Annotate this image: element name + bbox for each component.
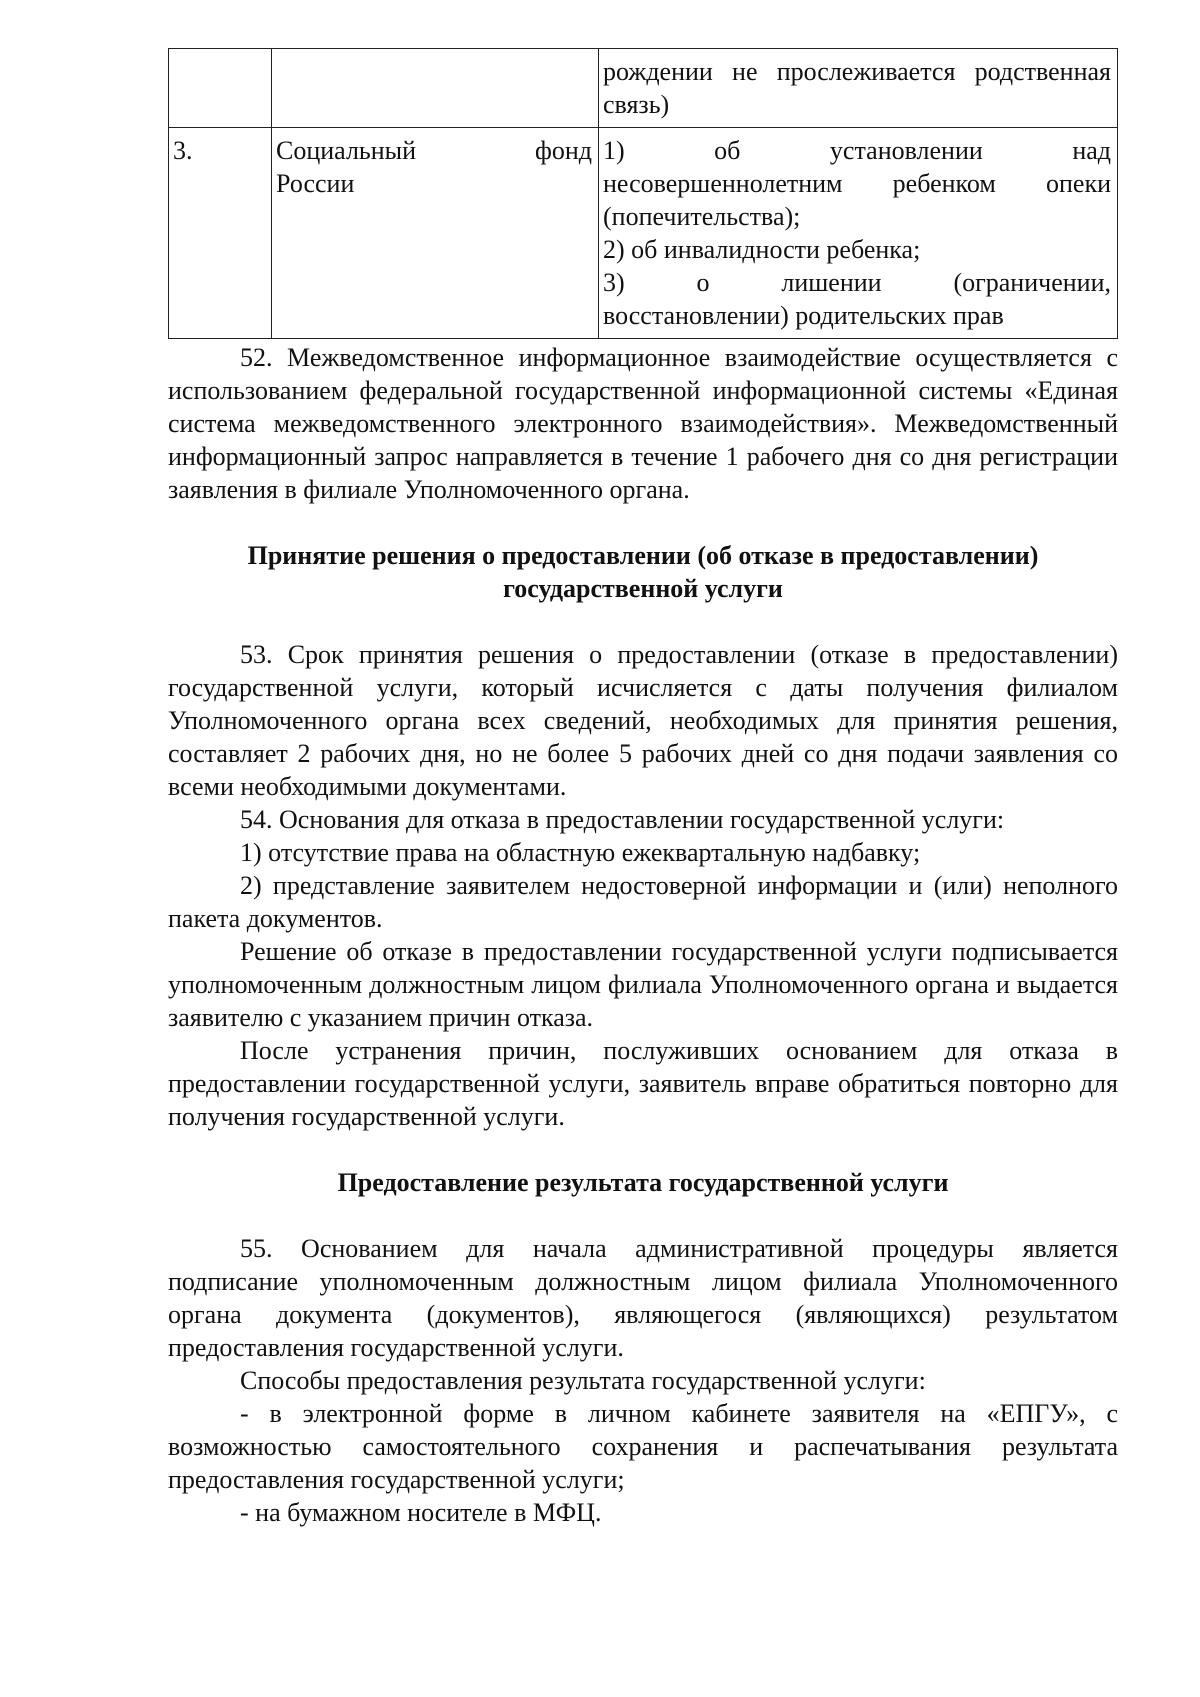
- paragraph-54-item-2: 2) представление заявителем недостоверной информации и (или) неполного пакета документов.: [168, 871, 1118, 933]
- table-cell-number: 3.: [169, 128, 272, 339]
- table-cell-line: несовершеннолетним ребенком опеки: [603, 169, 1111, 198]
- section-heading-decision: [168, 539, 1118, 605]
- table-cell-number: [169, 49, 272, 128]
- section-heading-line: государственной услуги: [503, 574, 783, 603]
- section-heading-line: Принятие решения о предоставлении (об отказе в предоставлении): [247, 541, 1039, 570]
- document-page: [168, 48, 1118, 1529]
- table-cell-line: рождении не прослеживается родственная: [603, 57, 1111, 86]
- paragraph-55-ways: Способы предоставления результата государственной услуги:: [240, 1366, 926, 1395]
- table-cell-line: связь): [603, 90, 670, 119]
- table-row: [169, 49, 1118, 128]
- table-cell-line: 1) об установлении над: [603, 136, 1111, 165]
- paragraph-55-way-electronic: - в электронной форме в личном кабинете заявителя на «ЕПГУ», с возможностью самостоятельного сохранения и распечатывания результата предоставления государственной услуги;: [168, 1399, 1118, 1494]
- table-cell-information: [599, 49, 1118, 128]
- section-heading-result: Предоставление результата государственной услуги: [337, 1168, 949, 1197]
- paragraph-53: 53. Срок принятия решения о предоставлении (отказе в предоставлении) государственной услуги, который исчисляется с даты получения филиалом Уполномоченного органа всех сведений, необходимых для принятия решения, составляет 2 рабочих дня, но не более 5 рабочих дней со дня подачи заявления со всеми необходимыми документами.: [168, 640, 1118, 801]
- table-cell-line: восстановлении) родительских прав: [603, 301, 1004, 330]
- agency-table: [168, 48, 1118, 339]
- paragraph-54-item-1: 1) отсутствие права на областную ежеквартальную надбавку;: [240, 838, 921, 867]
- paragraph-55: 55. Основанием для начала административной процедуры является подписание уполномоченным должностным лицом филиала Уполномоченного органа документа (документов), являющегося (являющихся) результатом предоставления государственной услуги.: [168, 1234, 1118, 1362]
- table-cell-line: Социальный фонд: [276, 136, 592, 165]
- table-cell-organization: [272, 49, 599, 128]
- table-cell-line: (попечительства);: [603, 202, 801, 231]
- table-cell-line: 2) об инвалидности ребенка;: [603, 235, 921, 264]
- paragraph-54: 54. Основания для отказа в предоставлении государственной услуги:: [240, 805, 1005, 834]
- table-cell-line: 3) о лишении (ограничении,: [603, 268, 1111, 297]
- paragraph-after-elimination: После устранения причин, послуживших основанием для отказа в предоставлении государственной услуги, заявитель вправе обратиться повторно для получения государственной услуги.: [168, 1036, 1118, 1131]
- paragraph-55-way-paper: - на бумажном носителе в МФЦ.: [240, 1498, 602, 1527]
- table-cell-information: [599, 128, 1118, 339]
- table-row: [169, 128, 1118, 339]
- table-cell-line: России: [276, 169, 355, 198]
- paragraph-refusal-decision: Решение об отказе в предоставлении государственной услуги подписывается уполномоченным должностным лицом филиала Уполномоченного органа и выдается заявителю с указанием причин отказа.: [168, 937, 1118, 1032]
- table-cell-organization: [272, 128, 599, 339]
- paragraph-52: 52. Межведомственное информационное взаимодействие осуществляется с использованием федеральной государственной информационной системы «Единая система межведомственного электронного взаимодействия». Межведомственный информационный запрос направляется в течение 1 рабочего дня со дня регистрации заявления в филиале Уполномоченного органа.: [168, 343, 1118, 504]
